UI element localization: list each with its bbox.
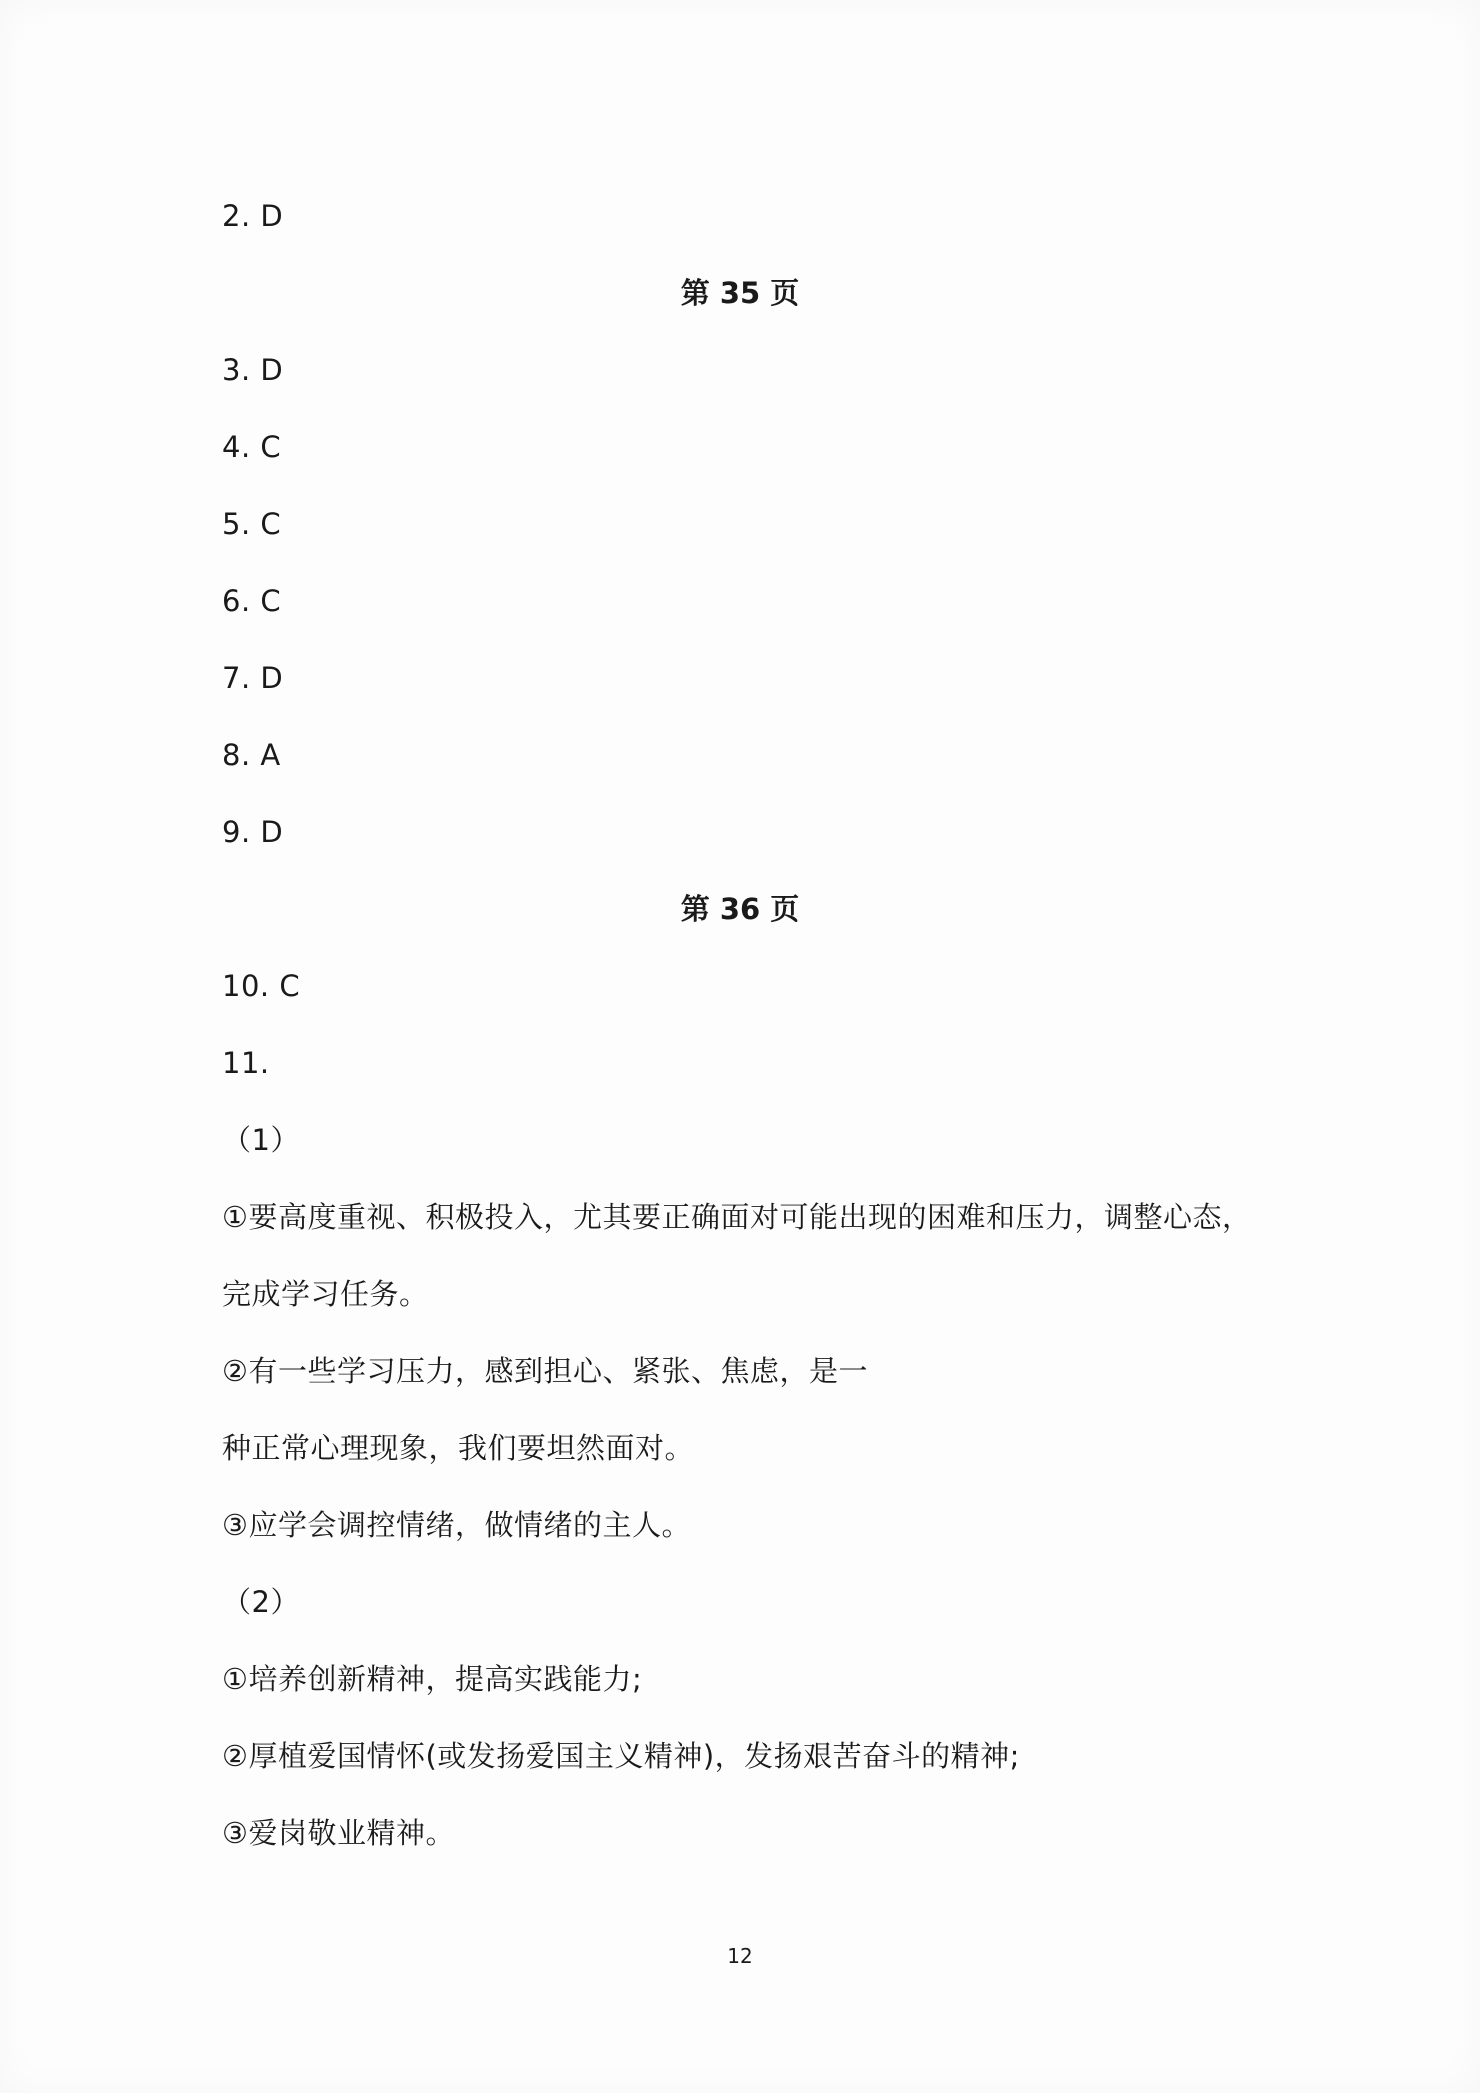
sub-question-1-point-3: ③应学会调控情绪，做情绪的主人。 bbox=[222, 1508, 691, 1542]
answer-5: 5. C bbox=[222, 507, 282, 541]
sub-question-1-point-2-line-2: 种正常心理现象，我们要坦然面对。 bbox=[222, 1431, 695, 1465]
sub-question-1-point-2-line-1: ②有一些学习压力，感到担心、紧张、焦虑，是一 bbox=[222, 1354, 868, 1388]
answer-4: 4. C bbox=[222, 430, 282, 464]
answer-11: 11. bbox=[222, 1046, 270, 1080]
answer-9: 9. D bbox=[222, 815, 284, 849]
sub-question-2-point-1: ①培养创新精神，提高实践能力; bbox=[222, 1662, 643, 1696]
page-number: 12 bbox=[727, 1944, 753, 1968]
answer-7: 7. D bbox=[222, 661, 284, 695]
answer-3: 3. D bbox=[222, 353, 284, 387]
answer-2: 2. D bbox=[222, 199, 284, 233]
answer-8: 8. A bbox=[222, 738, 281, 772]
sub-question-2-label: （2） bbox=[222, 1585, 300, 1619]
sub-question-1-label: （1） bbox=[222, 1123, 300, 1157]
page-heading-35: 第 35 页 bbox=[680, 276, 800, 310]
sub-question-1-point-1-line-2: 完成学习任务。 bbox=[222, 1277, 429, 1311]
sub-question-2-point-2: ②厚植爱国情怀(或发扬爱国主义精神)，发扬艰苦奋斗的精神; bbox=[222, 1739, 1020, 1773]
sub-question-1-point-1-line-1: ①要高度重视、积极投入，尤其要正确面对可能出现的困难和压力，调整心态， bbox=[222, 1200, 1252, 1234]
answer-10: 10. C bbox=[222, 969, 301, 1003]
answer-6: 6. C bbox=[222, 584, 282, 618]
page-heading-36: 第 36 页 bbox=[680, 892, 800, 926]
sub-question-2-point-3: ③爱岗敬业精神。 bbox=[222, 1816, 455, 1850]
